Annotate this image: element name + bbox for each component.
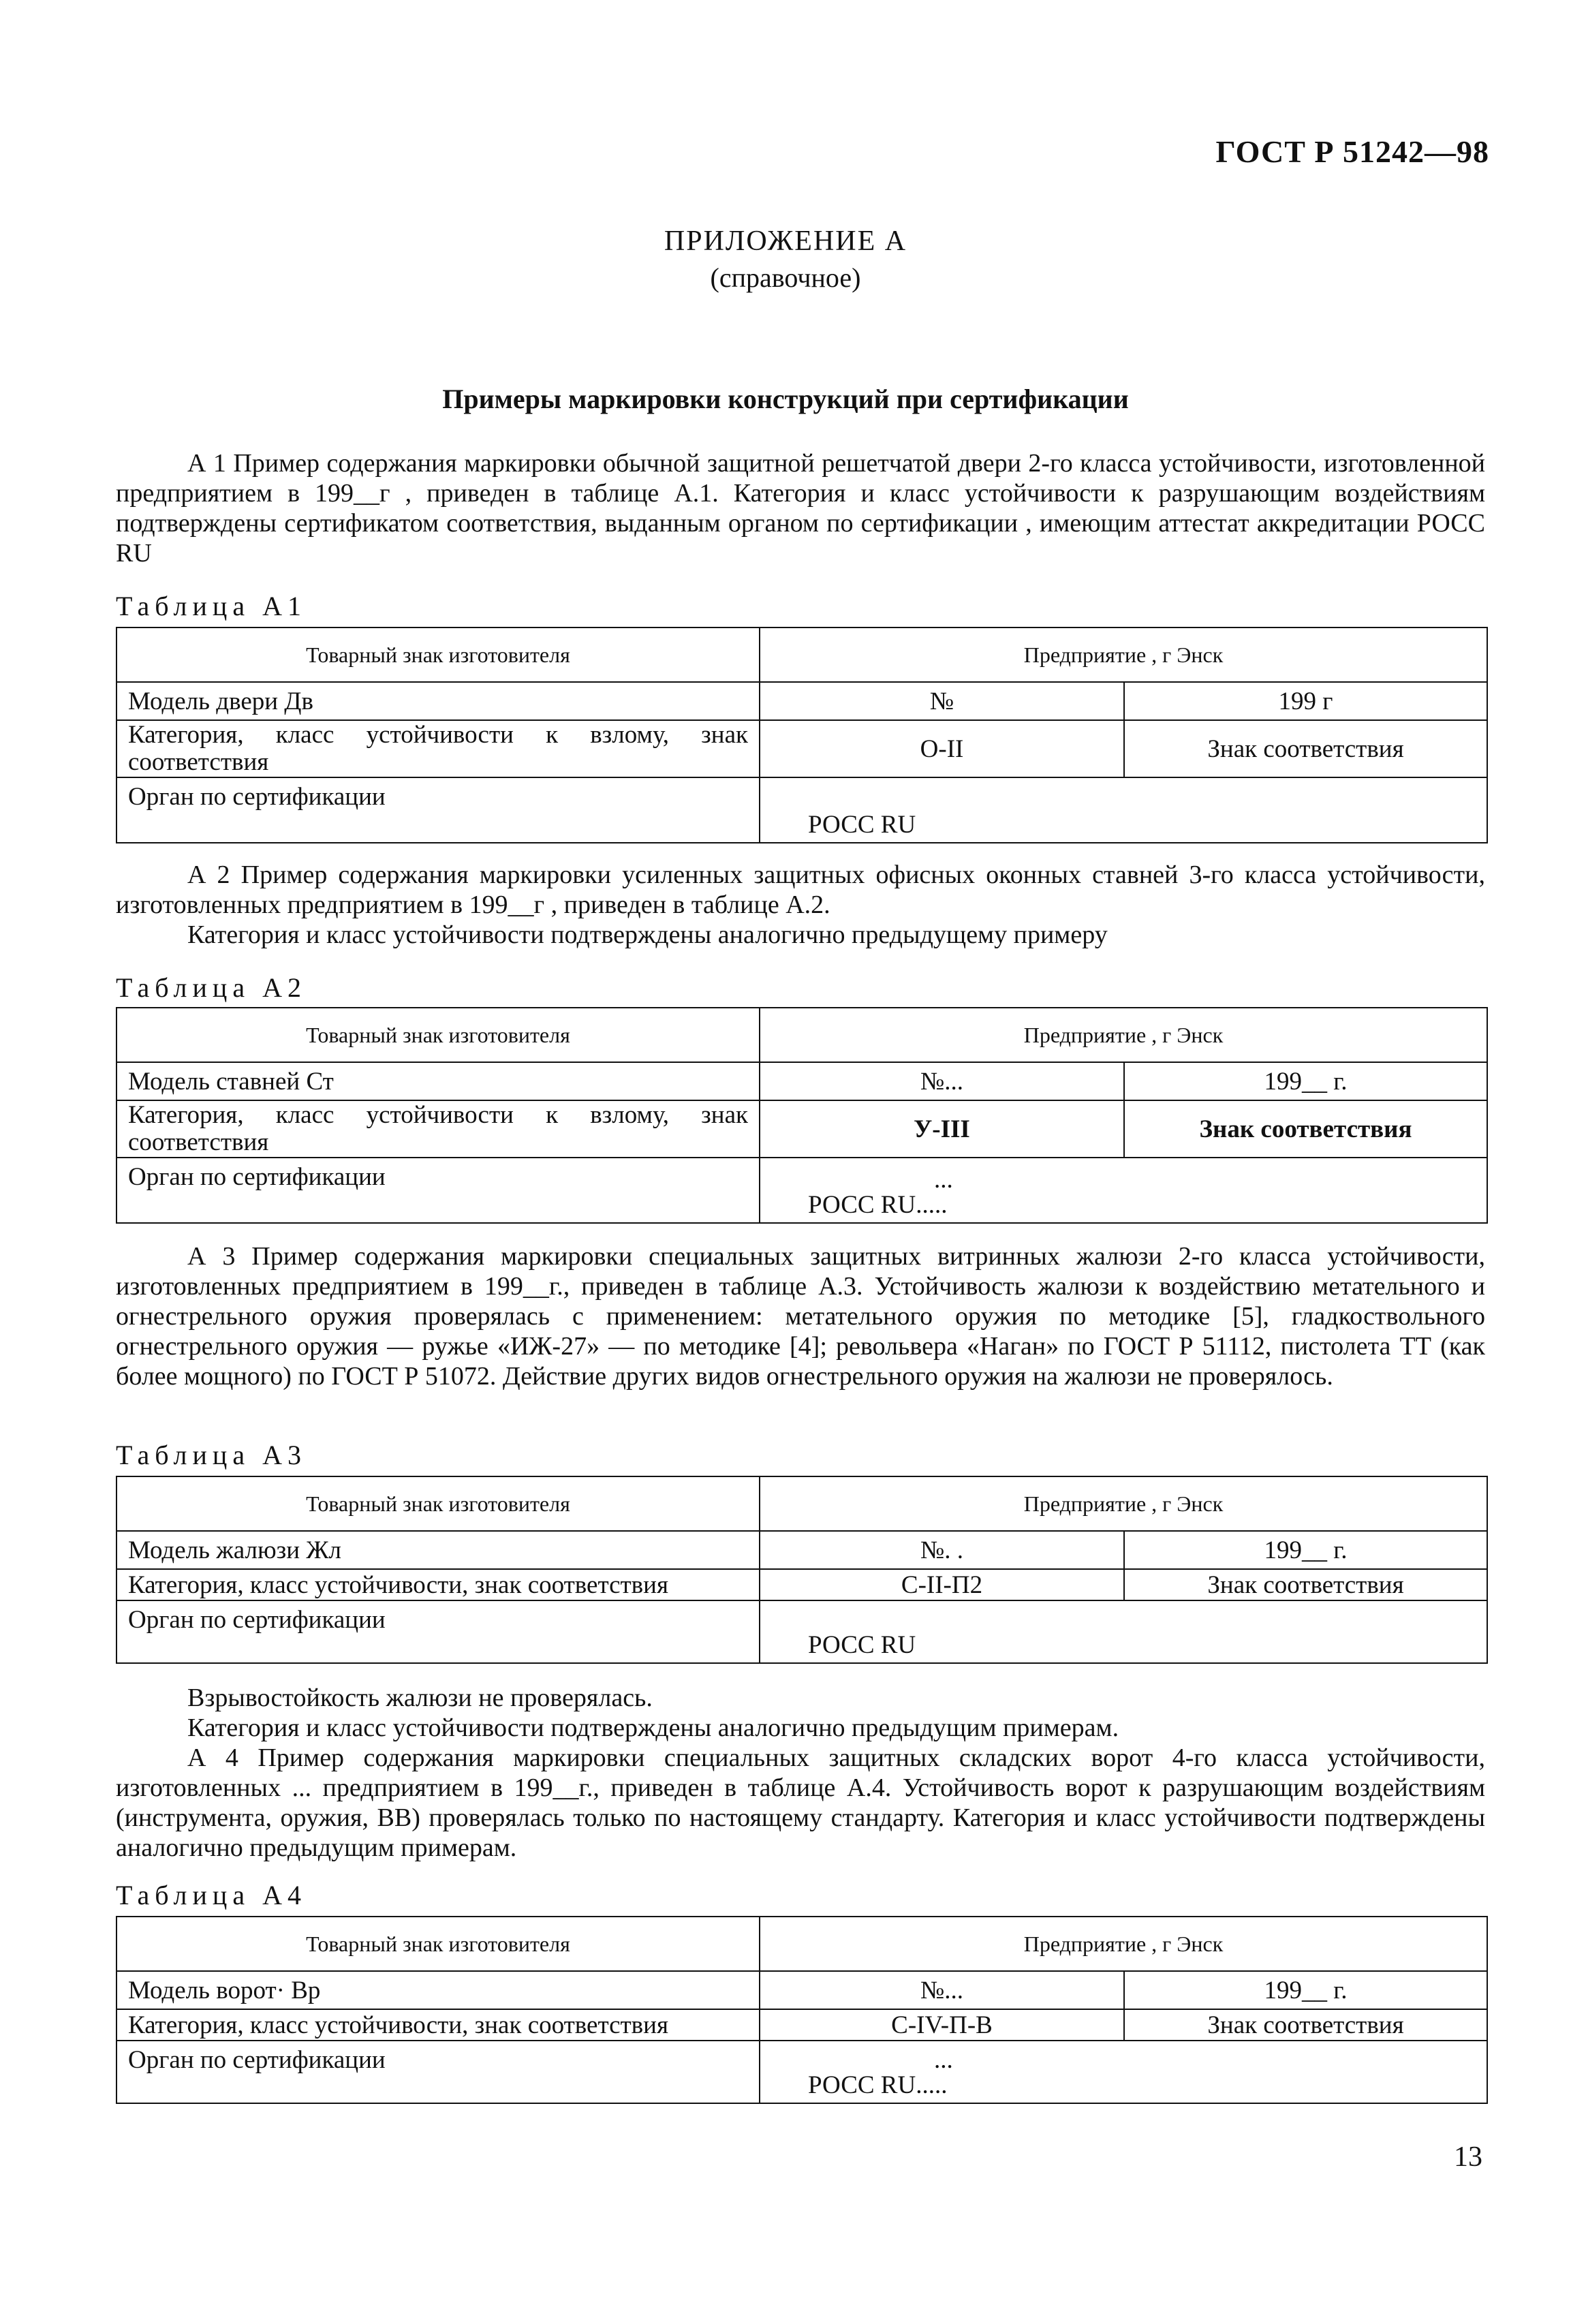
table-a2-caption: Таблица А2 [116,972,307,1003]
model-cell: Модель ставней Ст [116,1062,760,1100]
class-code-cell: У-III [760,1100,1124,1158]
cert-cell [760,2041,1487,2103]
appendix-subtitle: (справочное) [710,262,861,293]
year-cell: 199__ г. [1124,1531,1487,1569]
table-a2 [116,1007,1488,1224]
standard-number: ГОСТ Р 51242—98 [1215,134,1489,169]
conformity-cell: Знак соответствия [1124,720,1487,777]
year-cell: 199__ г. [1124,1971,1487,2009]
trademark-cell: Товарный знак изготовителя [116,1008,760,1062]
year-cell: 199__ г. [1124,1062,1487,1100]
trademark-cell: Товарный знак изготовителя [116,628,760,682]
paragraph-a1 [116,448,1485,568]
enterprise-cell: Предприятие , г Энск [760,1008,1487,1062]
cert-cell [760,777,1487,843]
organ-cell: Орган по сертификации [116,2041,760,2103]
class-code-cell: С-IV-П-В [760,2009,1124,2041]
section-heading: Примеры маркировки конструкций при сертификации [442,384,1129,414]
number-cell: № [760,682,1124,720]
model-cell: Модель ворот· Вр [116,1971,760,2009]
category-cell: Категория, класс устойчивости к взлому, знак соответствия [116,720,760,777]
model-cell: Модель двери Дв [116,682,760,720]
paragraph-a3-text: А 3 Пример содержания маркировки специальных защитных витринных жалюзи 2-го класса устойчивости, изготовленных предприятием в 199__г., приведен в таблице А.3. Устойчивость жалюзи к воздействию метательного и огнестрельного оружия проверялась с применением: метательного оружия по методике [5], гладкоствольного огнестрельного оружия — ружье «ИЖ-27» — по методике [4]; револьвера «Наган» по ГОСТ Р 51112, пистолета ТТ (как более мощного) по ГОСТ Р 51072. Действие других видов огнестрельного оружия на жалюзи не проверялось. [116,1242,1485,1391]
cert-number: РОСС RU..... [808,1191,948,1219]
table-a1-caption: Таблица А1 [116,591,307,621]
table-a4-caption: Таблица А4 [116,1880,307,1910]
number-cell: №... [760,1062,1124,1100]
number-cell: №... [760,1971,1124,2009]
category-cell: Категория, класс устойчивости, знак соответствия [116,2009,760,2041]
appendix-title: ПРИЛОЖЕНИЕ А [664,226,907,257]
organ-cell: Орган по сертификации [116,1158,760,1223]
table-a3-caption: Таблица А3 [116,1440,307,1470]
cert-cell [760,1600,1487,1663]
cert-dots: ... [934,1166,953,1194]
organ-cell: Орган по сертификации [116,1600,760,1663]
paragraph-a2-note: Категория и класс устойчивости подтверждены аналогично предыдущему примеру [187,920,1108,949]
paragraph-a4-text: А 4 Пример содержания маркировки специальных защитных складских ворот 4-го класса устойчивости, изготовленных ... предприятием в 199__г., приведен в таблице А.4. Устойчивость ворот к разрушающим воздействиям (инструмента, оружия, ВВ) проверялась только по настоящему стандарту. Категория и класс устойчивости подтверждены аналогично предыдущим примерам. [116,1744,1485,1862]
cert-dots: ... [934,2046,953,2074]
year-cell: 199 г [1124,682,1487,720]
model-cell: Модель жалюзи Жл [116,1531,760,1569]
paragraph-a2 [116,860,1485,950]
organ-cell: Орган по сертификации [116,777,760,843]
class-code-cell: О-II [760,720,1124,777]
category-cell: Категория, класс устойчивости, знак соответствия [116,1569,760,1600]
conformity-cell: Знак соответствия [1124,2009,1487,2041]
page-number: 13 [1454,2141,1482,2173]
enterprise-cell: Предприятие , г Энск [760,1476,1487,1531]
cert-number: РОСС RU [808,1631,916,1659]
paragraph-a4 [116,1683,1485,1863]
table-a1 [116,627,1488,843]
category-cell: Категория, класс устойчивости к взлому, знак соответствия [116,1100,760,1158]
cert-number: РОСС RU [808,811,916,839]
conformity-cell: Знак соответствия [1124,1569,1487,1600]
trademark-cell: Товарный знак изготовителя [116,1476,760,1531]
paragraph-a2-text: А 2 Пример содержания маркировки усиленных защитных офисных оконных ставней 3-го класса устойчивости, изготовленных предприятием в 199__г , приведен в таблице А.2. [116,861,1485,919]
table-a4 [116,1916,1488,2104]
number-cell: №. . [760,1531,1124,1569]
cert-number: РОСС RU..... [808,2071,948,2099]
conformity-cell: Знак соответствия [1124,1100,1487,1158]
cert-cell [760,1158,1487,1223]
paragraph-a3-note-1: Взрывостойкость жалюзи не проверялась. [187,1684,653,1712]
enterprise-cell: Предприятие , г Энск [760,628,1487,682]
paragraph-a1-text: А 1 Пример содержания маркировки обычной защитной решетчатой двери 2-го класса устойчивости, изготовленной предприятием в 199__г , приведен в таблице А.1. Категория и класс устойчивости к разрушающим воздействиям подтверждены сертификатом соответствия, выданным органом по сертификации , имеющим аттестат аккредитации РОСС RU [116,449,1485,568]
enterprise-cell: Предприятие , г Энск [760,1917,1487,1971]
class-code-cell: С-II-П2 [760,1569,1124,1600]
table-a3 [116,1476,1488,1664]
trademark-cell: Товарный знак изготовителя [116,1917,760,1971]
paragraph-a3 [116,1241,1485,1391]
paragraph-a3-note-2: Категория и класс устойчивости подтверждены аналогично предыдущим примерам. [187,1714,1119,1742]
